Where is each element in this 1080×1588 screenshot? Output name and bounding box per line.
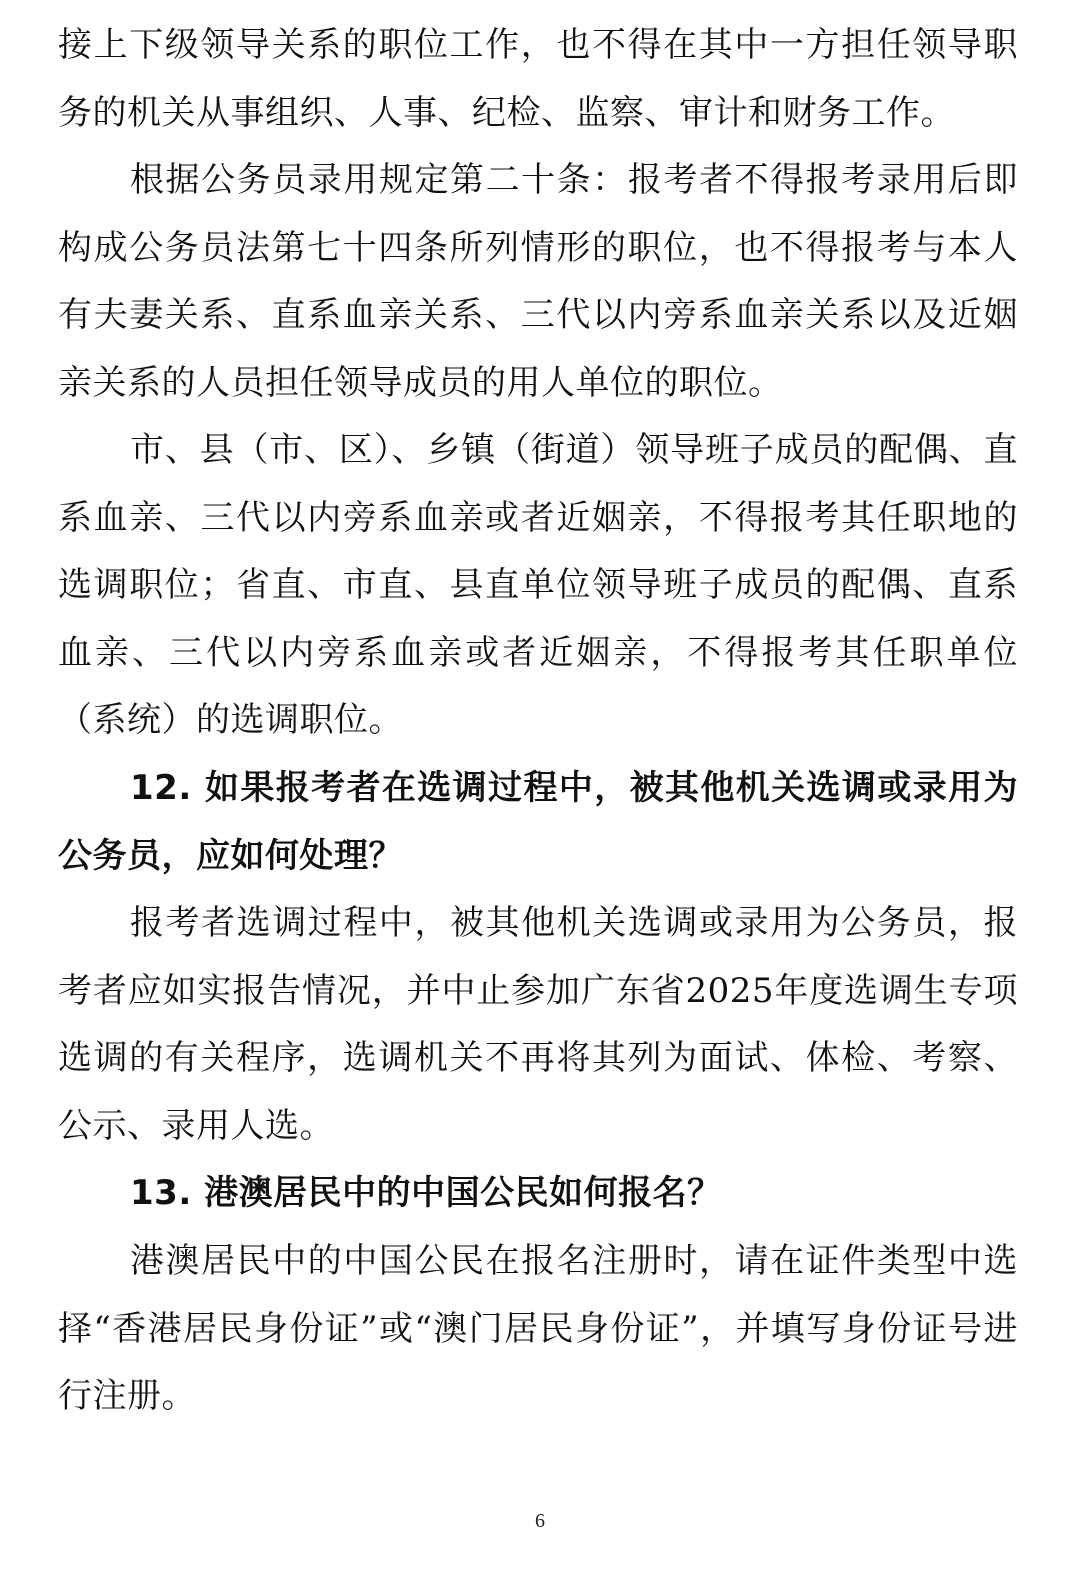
question-heading-12: 12. 如果报考者在选调过程中，被其他机关选调或录用为公务员，应如何处理？ [58,768,1018,876]
answer-paragraph-12: 报考者选调过程中，被其他机关选调或录用为公务员，报考者应如实报告情况，并中止参加广东省2025年度选调生专项选调的有关程序，选调机关不再将其列为面试、体检、考察、公示、录用人选。 [58,903,1018,1146]
paragraph-recruitment-rule: 根据公务员录用规定第二十条：报考者不得报考录用后即构成公务员法第七十四条所列情形的职位，也不得报考与本人有夫妻关系、直系血亲关系、三代以内旁系血亲关系以及近姻亲关系的人员担任领导成员的用人单位的职位。 [58,160,1018,403]
paragraph-continuation: 接上下级领导关系的职位工作，也不得在其中一方担任领导职务的机关从事组织、人事、纪检、监察、审计和财务工作。 [58,25,1018,133]
paragraph-leadership-relatives: 市、县（市、区）、乡镇（街道）领导班子成员的配偶、直系血亲、三代以内旁系血亲或者近姻亲，不得报考其任职地的选调职位；省直、市直、县直单位领导班子成员的配偶、直系血亲、三代以内旁系血亲或者近姻亲，不得报考其任职单位（系统）的选调职位。 [58,430,1018,740]
page-number: 6 [535,1510,545,1532]
question-heading-13: 13. 港澳居民中的中国公民如何报名？ [130,1173,722,1213]
answer-paragraph-13: 港澳居民中的中国公民在报名注册时，请在证件类型中选择“香港居民身份证”或“澳门居民身份证”，并填写身份证号进行注册。 [58,1241,1018,1416]
